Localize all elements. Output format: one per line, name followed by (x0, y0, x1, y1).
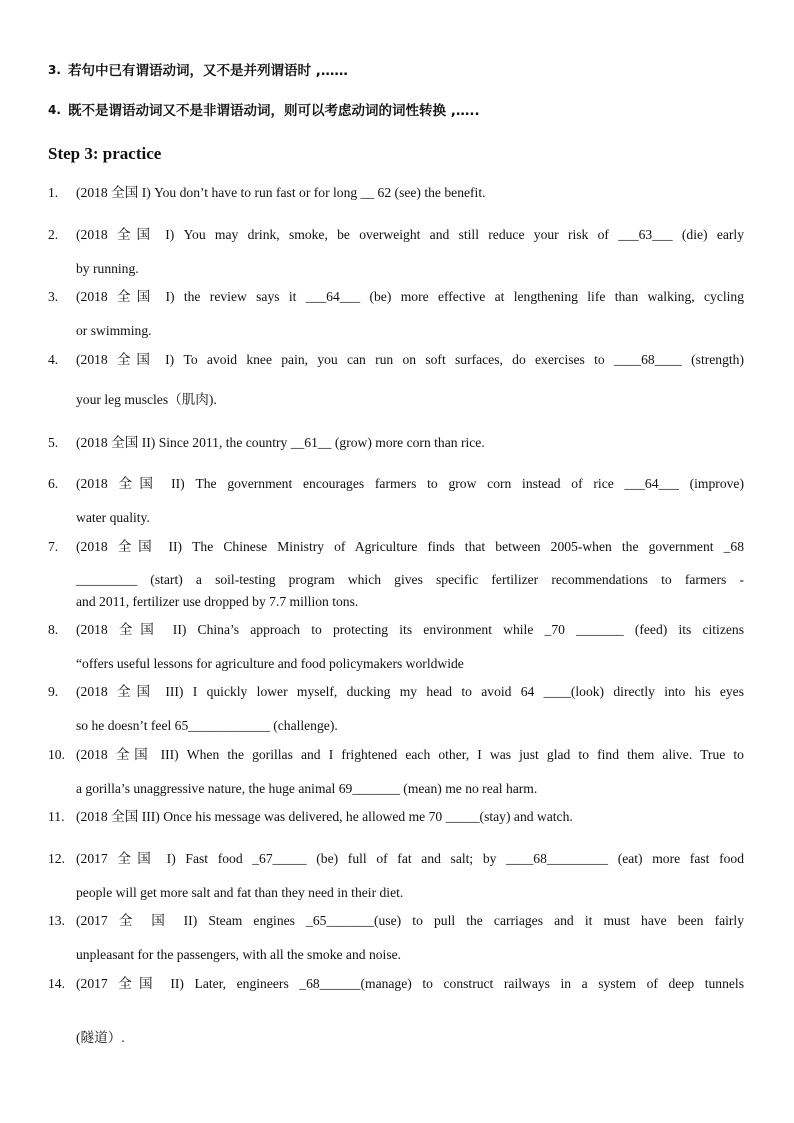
question-text: “offers useful lessons for agriculture and food policymakers worldwide (76, 656, 464, 671)
question-line (76, 946, 744, 964)
question-line (76, 509, 744, 527)
question-source: (2018 全国 I) (76, 185, 155, 200)
question-source: (2018 全国 II) (76, 476, 196, 491)
question-number: 5. (48, 435, 59, 450)
question-text: by running. (76, 261, 139, 276)
question-line (76, 780, 744, 798)
question-text: people will get more salt and fat than they need in their diet. (76, 885, 404, 900)
question-source: (2018 全国 I) (76, 227, 184, 242)
question-source: (2018 全国 II) (76, 435, 159, 450)
question-number: 14. (48, 976, 65, 991)
rule-number: 4. (48, 103, 61, 117)
question-number: 4. (48, 352, 59, 367)
question-number: 11. (48, 809, 65, 824)
question-text: The government encourages farmers to grow corn instead of rice ___64___ (improve) (195, 476, 744, 491)
question-number: 8. (48, 622, 59, 637)
question-text: and 2011, fertilizer use dropped by 7.7 million tons. (76, 594, 359, 609)
question-text: Fast food _67_____ (be) full of fat and salt; by ____68_________ (eat) more fast food (185, 851, 744, 866)
question-line (76, 475, 744, 493)
question-text: When the gorillas and I frightened each other, I was just glad to find them alive. True to (186, 747, 744, 762)
question-text: Later, engineers _68______(manage) to construct railways in a system of deep tunnels (194, 976, 744, 991)
question-text: (隧道）. (76, 1030, 125, 1045)
question-line (76, 621, 744, 639)
question-line (76, 975, 744, 993)
question-line (76, 655, 744, 673)
question-source: (2018 全国 III) (76, 809, 164, 824)
question-number: 2. (48, 227, 59, 242)
question-line (76, 884, 744, 902)
section-heading: Step 3: practice (48, 144, 162, 163)
question-source: (2017 全国 II) (76, 976, 195, 991)
question-line (76, 434, 744, 452)
question-line (76, 226, 744, 244)
question-text: unpleasant for the passengers, with all the smoke and noise. (76, 947, 402, 962)
question-line (76, 912, 744, 930)
question-text: your leg muscles（肌肉). (76, 392, 217, 407)
question-line (76, 260, 744, 278)
rule-item (48, 61, 748, 80)
question-text: the review says it ___64___ (be) more effective at lengthening life than walking, cycling (183, 289, 744, 304)
question-text: I quickly lower myself, ducking my head to avoid 64 ____(look) directly into his eyes (192, 684, 744, 699)
question-line (76, 746, 744, 764)
question-source: (2018 全国 III) (76, 684, 193, 699)
question-number: 9. (48, 684, 59, 699)
rule-text: 既不是谓语动词又不是非谓语动词，则可以考虑动词的词性转换 ,….. (68, 103, 480, 119)
question-source: (2017 全国 I) (76, 851, 186, 866)
rule-number: 3. (48, 63, 61, 77)
question-number: 10. (48, 747, 65, 762)
question-line (76, 717, 744, 735)
question-line (76, 571, 744, 589)
question-source: (2018 全国 II) (76, 622, 198, 637)
question-source: (2018 全国 I) (76, 352, 184, 367)
question-source: (2017 全 国 II) (76, 913, 209, 928)
question-number: 6. (48, 476, 59, 491)
question-line (76, 288, 744, 306)
question-line (76, 850, 744, 868)
rule-item (48, 101, 748, 120)
rule-text: 若句中已有谓语动词，又不是并列谓语时 ,…… (68, 63, 348, 79)
question-text: Once his message was delivered, he allowed me 70 _____(stay) and watch. (163, 809, 573, 824)
question-source: (2018 全国 III) (76, 747, 187, 762)
question-text: You don’t have to run fast or for long __ 62 (see) the benefit. (154, 185, 486, 200)
question-number: 1. (48, 185, 59, 200)
question-line (76, 391, 744, 409)
question-text: Since 2011, the country __61__ (grow) more corn than rice. (158, 435, 485, 450)
question-source: (2018 全国 II) (76, 539, 193, 554)
question-text: water quality. (76, 510, 150, 525)
question-text: Steam engines _65_______(use) to pull the carriages and it must have been fairly (208, 913, 744, 928)
question-text: _________ (start) a soil-testing program which gives specific fertilizer recommendations to farmers - (76, 572, 744, 587)
question-line (76, 683, 744, 701)
question-text: The Chinese Ministry of Agriculture finds that between 2005-when the government _68 (192, 539, 744, 554)
question-line (76, 322, 744, 340)
question-text: China’s approach to protecting its environment while _70 _______ (feed) its citizens (197, 622, 744, 637)
question-line (76, 538, 744, 556)
question-source: (2018 全国 I) (76, 289, 184, 304)
question-text: a gorilla’s unaggressive nature, the huge animal 69_______ (mean) me no real harm. (76, 781, 538, 796)
question-line (76, 593, 744, 611)
question-line (76, 184, 744, 202)
question-line (76, 808, 744, 826)
question-number: 12. (48, 851, 65, 866)
question-text: so he doesn’t feel 65____________ (challenge). (76, 718, 338, 733)
question-text: or swimming. (76, 323, 152, 338)
question-number: 13. (48, 913, 65, 928)
question-number: 3. (48, 289, 59, 304)
question-line (76, 1029, 744, 1047)
question-text: You may drink, smoke, be overweight and still reduce your risk of ___63___ (die) early (183, 227, 744, 242)
question-text: To avoid knee pain, you can run on soft surfaces, do exercises to ____68____ (strength) (183, 352, 744, 367)
question-number: 7. (48, 539, 59, 554)
question-line (76, 351, 744, 369)
